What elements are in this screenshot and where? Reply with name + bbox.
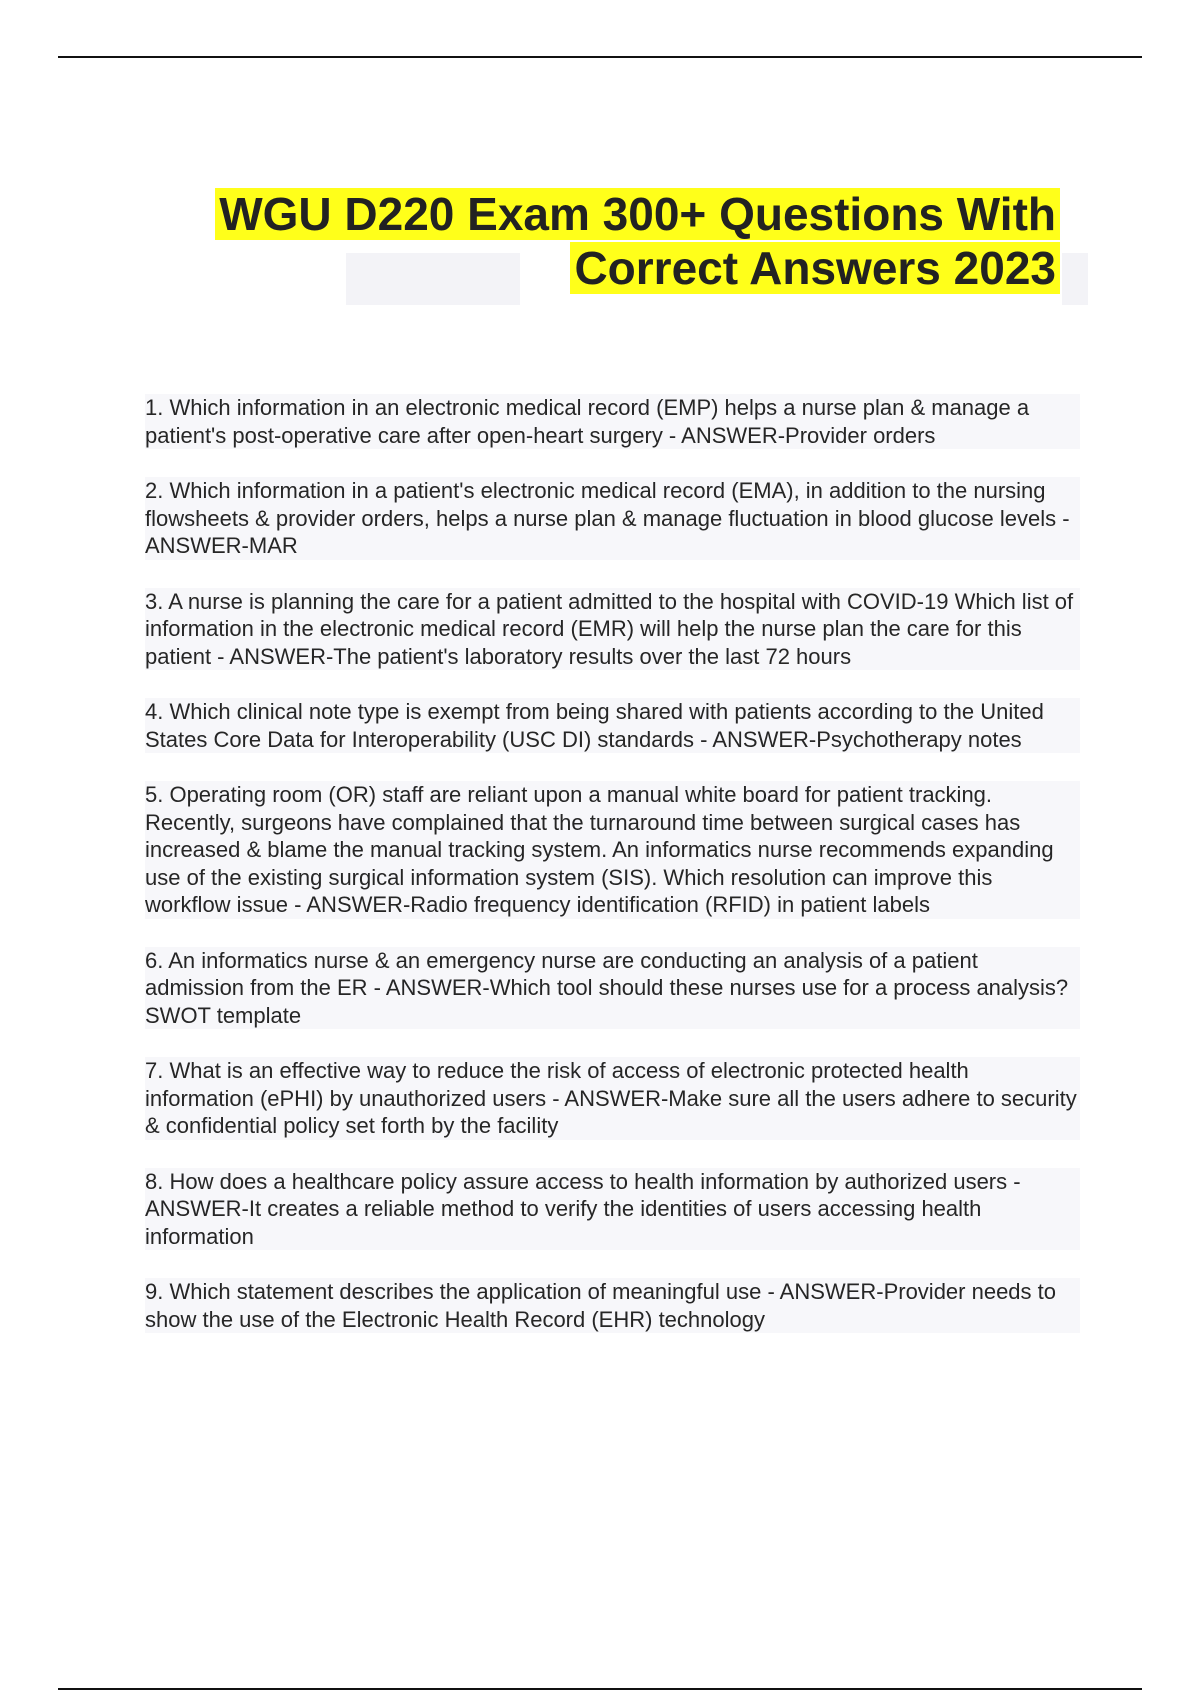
top-rule <box>58 56 1142 58</box>
title-shade-right <box>1062 253 1088 305</box>
qa-item-2: 2. Which information in a patient's electronic medical record (EMA), in addition to the nursing flowsheets & provider orders, helps a nurse plan & manage fluctuation in blood glucose levels - ANSWER-MAR <box>145 477 1080 560</box>
question-answer-list <box>145 394 1080 1361</box>
title-line-1: WGU D220 Exam 300+ Questions With <box>215 188 1060 240</box>
title-line-2: Correct Answers 2023 <box>570 242 1060 294</box>
bottom-rule <box>58 1688 1142 1690</box>
qa-item-6: 6. An informatics nurse & an emergency nurse are conducting an analysis of a patient admission from the ER - ANSWER-Which tool should these nurses use for a process analysis? SWOT template <box>145 947 1080 1030</box>
qa-item-3: 3. A nurse is planning the care for a patient admitted to the hospital with COVID-19 Which list of information in the electronic medical record (EMR) will help the nurse plan the care for this patient - ANSWER-The patient's laboratory results over the last 72 hours <box>145 588 1080 671</box>
qa-item-4: 4. Which clinical note type is exempt from being shared with patients according to the United States Core Data for Interoperability (USC DI) standards - ANSWER-Psychotherapy notes <box>145 698 1080 753</box>
qa-item-5: 5. Operating room (OR) staff are reliant upon a manual white board for patient tracking. Recently, surgeons have complained that the turnaround time between surgical cases has increased & blame the manual tracking system. An informatics nurse recommends expanding use of the existing surgical information system (SIS). Which resolution can improve this workflow issue - ANSWER-Radio frequency identification (RFID) in patient labels <box>145 781 1080 919</box>
qa-item-8: 8. How does a healthcare policy assure access to health information by authorized users - ANSWER-It creates a reliable method to verify the identities of users accessing health information <box>145 1168 1080 1251</box>
qa-item-7: 7. What is an effective way to reduce the risk of access of electronic protected health information (ePHI) by unauthorized users - ANSWER-Make sure all the users adhere to security & confidential policy set forth by the facility <box>145 1057 1080 1140</box>
document-title <box>180 188 1060 294</box>
qa-item-9: 9. Which statement describes the application of meaningful use - ANSWER-Provider needs to show the use of the Electronic Health Record (EHR) technology <box>145 1278 1080 1333</box>
qa-item-1: 1. Which information in an electronic medical record (EMP) helps a nurse plan & manage a patient's post-operative care after open-heart surgery - ANSWER-Provider orders <box>145 394 1080 449</box>
